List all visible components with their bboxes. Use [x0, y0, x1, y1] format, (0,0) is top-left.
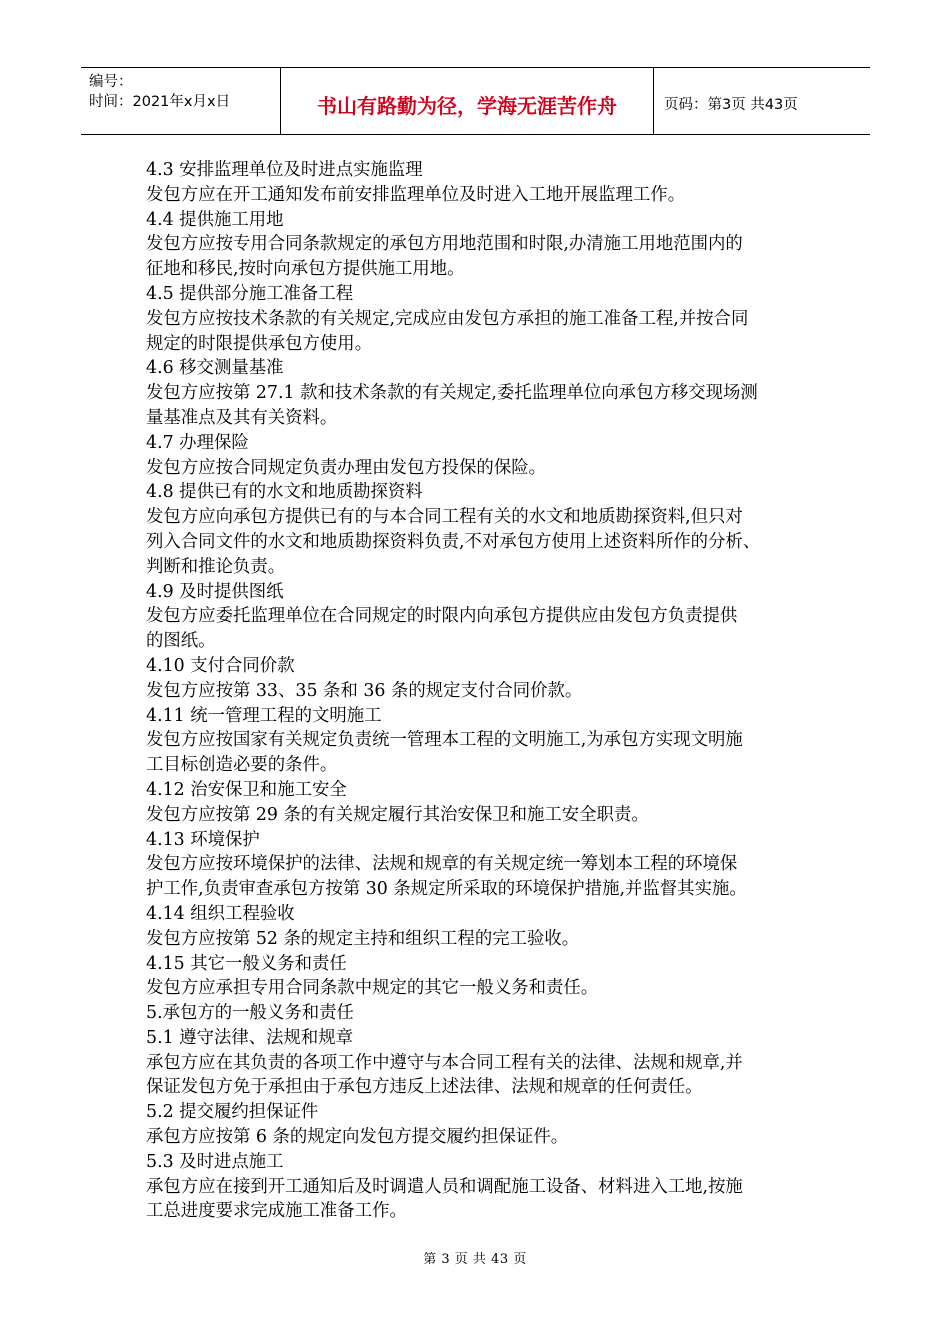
text-line: 发包方应按第 29 条的有关规定履行其治安保卫和施工安全职责。 [146, 804, 649, 825]
text-line: 量基准点及其有关资料。 [146, 407, 338, 428]
text-line: 4.4 提供施工用地 [146, 209, 284, 230]
text-line: 工目标创造必要的条件。 [146, 755, 338, 776]
document-number-label: 编号： [89, 74, 133, 90]
text-line: 5.承包方的一般义务和责任 [146, 1003, 354, 1024]
text-line: 4.10 支付合同价款 [146, 655, 295, 676]
text-line: 4.6 移交测量基准 [146, 358, 284, 379]
text-line: 承包方应按第 6 条的规定向发包方提交履约担保证件。 [146, 1127, 569, 1148]
text-line: 征地和移民,按时向承包方提供施工用地。 [146, 259, 465, 280]
text-line: 4.8 提供已有的水文和地质勘探资料 [146, 482, 423, 503]
text-line: 发包方应在开工通知发布前安排监理单位及时进入工地开展监理工作。 [146, 184, 686, 205]
text-line: 发包方应承担专用合同条款中规定的其它一般义务和责任。 [146, 978, 599, 999]
text-line: 护工作,负责审查承包方按第 30 条规定所采取的环境保护措施,并监督其实施。 [146, 879, 747, 900]
text-line: 4.13 环境保护 [146, 829, 260, 850]
text-line: 发包方应按第 27.1 款和技术条款的有关规定,委托监理单位向承包方移交现场测 [146, 383, 758, 404]
text-line: 5.3 及时进点施工 [146, 1151, 284, 1172]
document-date: 时间：2021年x月x日 [89, 94, 231, 110]
text-line: 4.5 提供部分施工准备工程 [146, 283, 354, 304]
text-line: 发包方应向承包方提供已有的与本合同工程有关的水文和地质勘探资料,但只对 [146, 507, 743, 528]
text-line: 发包方应按技术条款的有关规定,完成应由发包方承担的施工准备工程,并按合同 [146, 308, 749, 329]
text-line: 列入合同文件的水文和地质勘探资料负责,不对承包方使用上述资料所作的分析、 [146, 531, 761, 552]
text-line: 规定的时限提供承包方使用。 [146, 333, 373, 354]
text-line: 5.1 遵守法律、法规和规章 [146, 1027, 354, 1048]
document-body [146, 158, 826, 1224]
text-line: 5.2 提交履约担保证件 [146, 1102, 319, 1123]
text-line: 4.3 安排监理单位及时进点实施监理 [146, 160, 423, 180]
text-line: 承包方应在其负责的各项工作中遵守与本合同工程有关的法律、法规和规章,并 [146, 1052, 743, 1073]
text-line: 4.15 其它一般义务和责任 [146, 953, 347, 974]
text-line: 4.14 组织工程验收 [146, 903, 295, 924]
text-line: 发包方应按专用合同条款规定的承包方用地范围和时限,办清施工用地范围内的 [146, 234, 743, 255]
text-line: 发包方应委托监理单位在合同规定的时限内向承包方提供应由发包方负责提供 [146, 606, 738, 627]
text-line: 工总进度要求完成施工准备工作。 [146, 1201, 407, 1222]
text-line: 判断和推论负责。 [146, 556, 286, 577]
header-page-info: 页码：第3页 共43页 [664, 96, 798, 113]
text-line: 发包方应按第 52 条的规定主持和组织工程的完工验收。 [146, 928, 580, 949]
text-line: 承包方应在接到开工通知后及时调遣人员和调配施工设备、材料进入工地,按施 [146, 1176, 743, 1197]
header-meta [81, 68, 281, 134]
text-line: 保证发包方免于承担由于承包方违反上述法律、法规和规章的任何责任。 [146, 1077, 703, 1098]
header-motto: 书山有路勤为径，学海无涯苦作舟 [281, 68, 654, 134]
text-line: 4.12 治安保卫和施工安全 [146, 779, 347, 800]
text-line: 发包方应按国家有关规定负责统一管理本工程的文明施工,为承包方实现文明施 [146, 730, 743, 751]
page-header [81, 67, 870, 135]
text-line: 4.7 办理保险 [146, 432, 249, 453]
text-line: 发包方应按环境保护的法律、法规和规章的有关规定统一筹划本工程的环境保 [146, 854, 738, 875]
text-line: 4.11 统一管理工程的文明施工 [146, 705, 382, 726]
text-line: 发包方应按第 33、35 条和 36 条的规定支付合同价款。 [146, 680, 583, 701]
text-line: 发包方应按合同规定负责办理由发包方投保的保险。 [146, 457, 546, 478]
text-line: 4.9 及时提供图纸 [146, 581, 284, 602]
text-line: 的图纸。 [146, 631, 216, 652]
page-footer: 第 3 页 共 43 页 [423, 1252, 527, 1267]
